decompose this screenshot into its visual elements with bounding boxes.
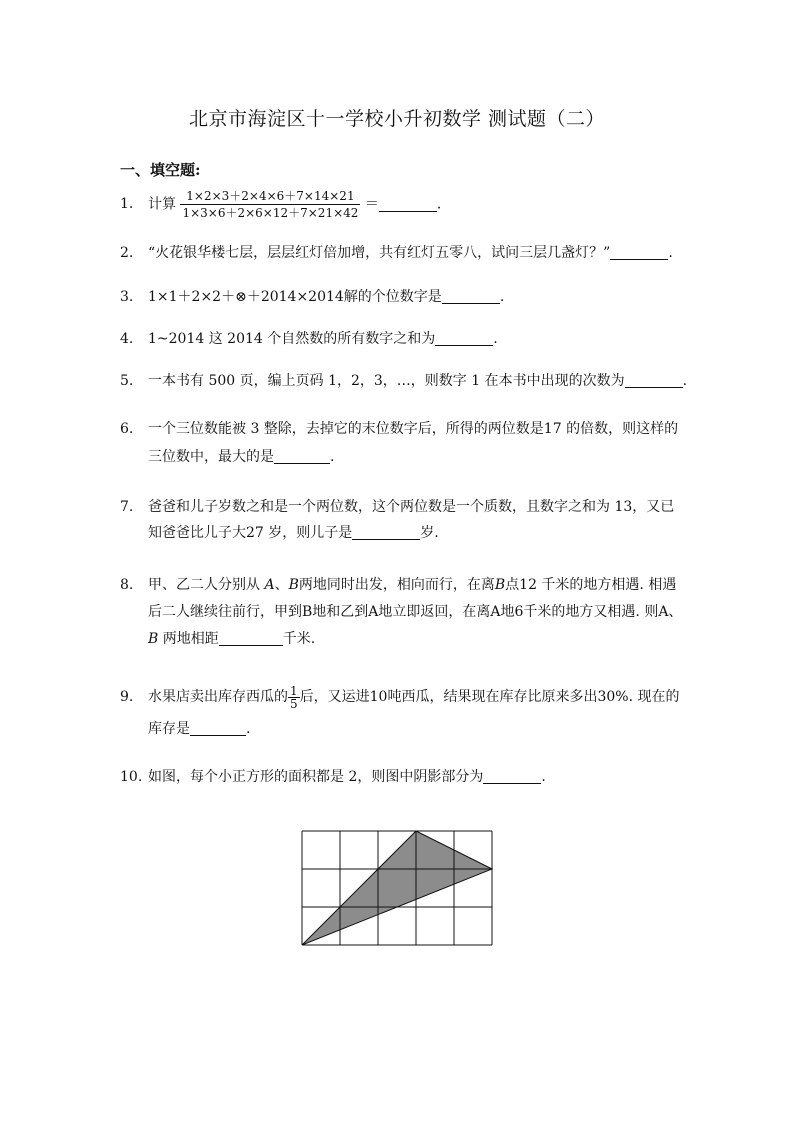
question-text: 如图，每个小正方形的面积都是 2，则图中阴影部分为 — [148, 769, 484, 785]
question-number: 6. — [120, 421, 134, 437]
answer-blank — [219, 629, 283, 646]
section-heading: 一、填空题: — [120, 161, 201, 179]
answer-blank — [190, 719, 246, 736]
answer-blank — [483, 767, 541, 784]
question-text: 知爸爸比儿子大27 岁，则儿子是 — [148, 525, 353, 541]
fraction-denominator: 5 — [290, 696, 298, 711]
question-text: 三位数中，最大的是 — [148, 449, 274, 465]
equals-sign: ＝ — [364, 196, 379, 213]
question-number: 4. — [120, 331, 134, 347]
grid-figure — [300, 829, 496, 953]
question-text: 后二人继续往前行，甲到B地和乙到A地立即返回，在离A地6千米的地方又相遇. 则A、 — [148, 604, 683, 620]
fraction — [288, 685, 300, 710]
question-text: 1~2014 这 2014 个自然数的所有数字之和为 — [148, 331, 436, 347]
answer-blank — [274, 447, 330, 464]
answer-blank — [435, 329, 493, 346]
question-text: “火花银华楼七层，层层红灯倍加增，共有红灯五零八，试问三层几盏灯？” — [148, 245, 611, 261]
answer-blank — [352, 523, 420, 540]
question-number: 8. — [120, 577, 134, 593]
fraction-numerator: 1×2×3＋2×4×6＋7×14×21 — [180, 188, 360, 205]
shaded-triangle — [302, 831, 492, 945]
page-title: 北京市海淀区十一学校小升初数学 测试题（二） — [188, 108, 606, 130]
question-text: 1×1＋2×2＋⊗＋2014×2014解的个位数字是 — [148, 289, 442, 305]
question-number: 2. — [120, 245, 134, 261]
question-number: 9. — [120, 689, 134, 705]
question-text: 一个三位数能被 3 整除，去掉它的末位数字后，所得的两位数是17 的倍数，则这样的 — [148, 421, 679, 437]
question-number: 3. — [120, 289, 134, 305]
question-number: 7. — [120, 499, 134, 515]
answer-blank — [610, 243, 668, 260]
fraction-numerator: 1 — [290, 683, 298, 698]
question-number: 5. — [120, 373, 134, 389]
grid-triangle-diagram — [300, 829, 496, 949]
question-number: 1. — [120, 196, 134, 212]
fraction-denominator: 1×3×6＋2×6×12＋7×21×42 — [182, 206, 359, 220]
question-text: 库存是 — [148, 721, 190, 737]
question-text: 计算 — [148, 196, 176, 213]
question-number: 10. — [120, 769, 143, 785]
answer-blank — [442, 287, 500, 304]
question-text: 一本书有 500 页，编上页码 1，2，3，…，则数字 1 在本书中出现的次数为 — [148, 373, 625, 389]
answer-blank — [625, 371, 683, 388]
answer-blank — [379, 195, 437, 212]
fraction — [180, 188, 360, 221]
question-text: 爸爸和儿子岁数之和是一个两位数，这个两位数是一个质数，且数字之和为 13，又已 — [148, 499, 675, 515]
